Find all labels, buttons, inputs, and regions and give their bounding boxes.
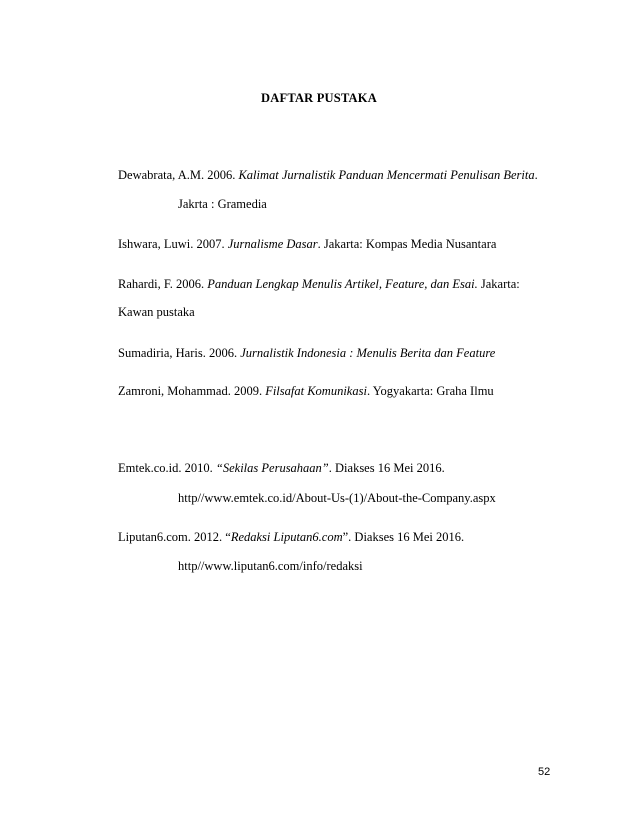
reference-author: Liputan6.com. 2012. “: [118, 530, 231, 544]
reference-author: Dewabrata, A.M. 2006.: [118, 168, 239, 182]
reference-title: Redaksi Liputan6.com: [230, 530, 343, 544]
reference-publisher: . Yogyakarta: Graha Ilmu: [366, 384, 494, 398]
reference-title: Filsafat Komunikasi: [265, 384, 367, 398]
reference-publisher: . Jakarta: Kompas Media Nusantara: [317, 237, 497, 251]
reference-publisher: .: [534, 168, 538, 182]
reference-title: Jurnalisme Dasar: [227, 237, 318, 251]
reference-author: Zamroni, Mohammad. 2009.: [118, 384, 266, 398]
reference-access-date: . Diakses 16 Mei 2016.: [328, 461, 445, 475]
reference-rahardi: [118, 276, 520, 292]
reference-publisher: Jakarta:: [477, 277, 520, 291]
reference-ishwara: [118, 236, 496, 252]
reference-title: “Sekilas Perusahaan”: [215, 461, 329, 475]
reference-dewabrata: [118, 167, 538, 183]
reference-author: Emtek.co.id. 2010.: [118, 461, 216, 475]
reference-title: Jurnalistik Indonesia : Menulis Berita dan Feature: [240, 346, 496, 360]
reference-title: Kalimat Jurnalistik Panduan Mencermati Penulisan Berita: [238, 168, 535, 182]
reference-title: Panduan Lengkap Menulis Artikel, Feature, dan Esai.: [207, 277, 478, 291]
reference-author: Ishwara, Luwi. 2007.: [118, 237, 228, 251]
reference-emtek-url: http//www.emtek.co.id/About-Us-(1)/About-the-Company.aspx: [178, 491, 496, 505]
reference-sumadiria: [118, 345, 495, 361]
reference-liputan6: [118, 529, 464, 545]
page-title: DAFTAR PUSTAKA: [261, 91, 377, 105]
reference-author: Sumadiria, Haris. 2006.: [118, 346, 241, 360]
reference-author: Rahardi, F. 2006.: [118, 277, 208, 291]
reference-liputan6-url: http//www.liputan6.com/info/redaksi: [178, 559, 363, 573]
reference-rahardi-continuation: Kawan pustaka: [118, 305, 195, 319]
reference-emtek: [118, 460, 445, 476]
reference-zamroni: [118, 383, 494, 399]
reference-dewabrata-continuation: Jakrta : Gramedia: [178, 197, 267, 211]
page-number: 52: [538, 766, 551, 778]
reference-access-date: ”. Diakses 16 Mei 2016.: [342, 530, 465, 544]
